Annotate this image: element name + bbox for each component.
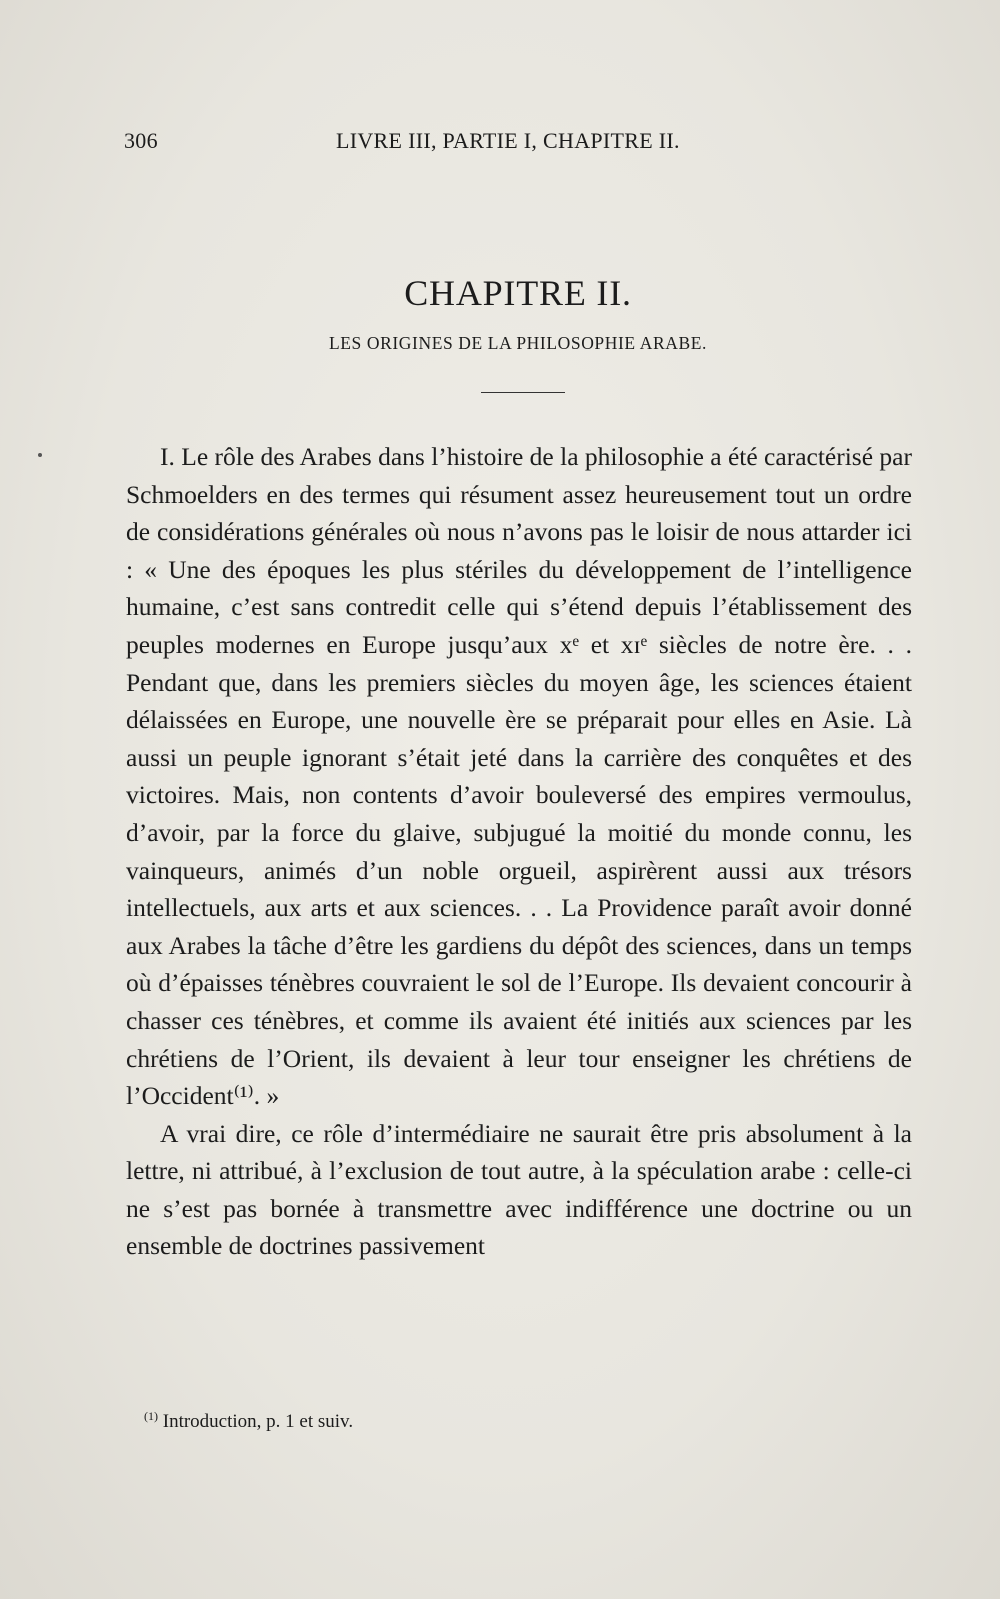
chapter-subtitle: LES ORIGINES DE LA PHILOSOPHIE ARABE. bbox=[328, 333, 708, 353]
footnote-marker: (1) bbox=[144, 1409, 158, 1423]
section-divider bbox=[481, 392, 565, 393]
running-title: LIVRE III, PARTIE I, CHAPITRE II. bbox=[336, 128, 680, 153]
chapter-title: CHAPITRE II. bbox=[404, 273, 632, 313]
paragraph-2: A vrai dire, ce rôle d’intermédiaire ne saurait être pris absolument à la lettre, ni attribué, à l’exclusion de tout autre, à la spéculation arabe : celle-ci ne s’est pas bornée à transmettre avec indifférence une doctrine ou un ensemble de doctrines passivement bbox=[126, 1118, 912, 1261]
footnote bbox=[144, 1409, 904, 1433]
footnote-text: Introduction, p. 1 et suiv. bbox=[162, 1411, 354, 1432]
page-speck bbox=[38, 453, 42, 457]
page-number: 306 bbox=[124, 128, 158, 153]
running-header bbox=[124, 124, 912, 158]
body-text bbox=[126, 438, 912, 1265]
paragraph-1: I. Le rôle des Arabes dans l’histoire de la philosophie a été caractérisé par Schmoelders en des termes qui résument assez heureusement tout un ordre de considérations générales où nous n’avons pas le loisir de nous attarder ici : « Une des époques les plus stériles du développement de l’intelligence humaine, c’est sans contredit celle qui s’étend depuis l’établissement des peuples modernes en Europe jusqu’aux xᵉ et xɪᵉ siècles de notre ère. . . Pendant que, dans les premiers siècles du moyen âge, les sciences étaient délaissées en Europe, une nouvelle ère se préparait pour elles en Asie. Là aussi un peuple ignorant s’était jeté dans la carrière des conquêtes et des victoires. Mais, non contents d’avoir bouleversé des empires vermoulus, d’avoir, par la force du glaive, subjugué la moitié du monde connu, les vainqueurs, animés d’un noble orgueil, aspirèrent aussi aux trésors intellectuels, aux arts et aux sciences. . . La Providence paraît avoir donné aux Arabes la tâche d’être les gardiens du dépôt des sciences, dans un temps où d’épaisses ténèbres couvraient le sol de l’Europe. Ils devaient concourir à chasser ces ténèbres, et comme ils avaient été initiés aux sciences par les chrétiens de l’Orient, ils devaient à leur tour enseigner les chrétiens de l’Occident⁽¹⁾. » bbox=[126, 442, 912, 1111]
